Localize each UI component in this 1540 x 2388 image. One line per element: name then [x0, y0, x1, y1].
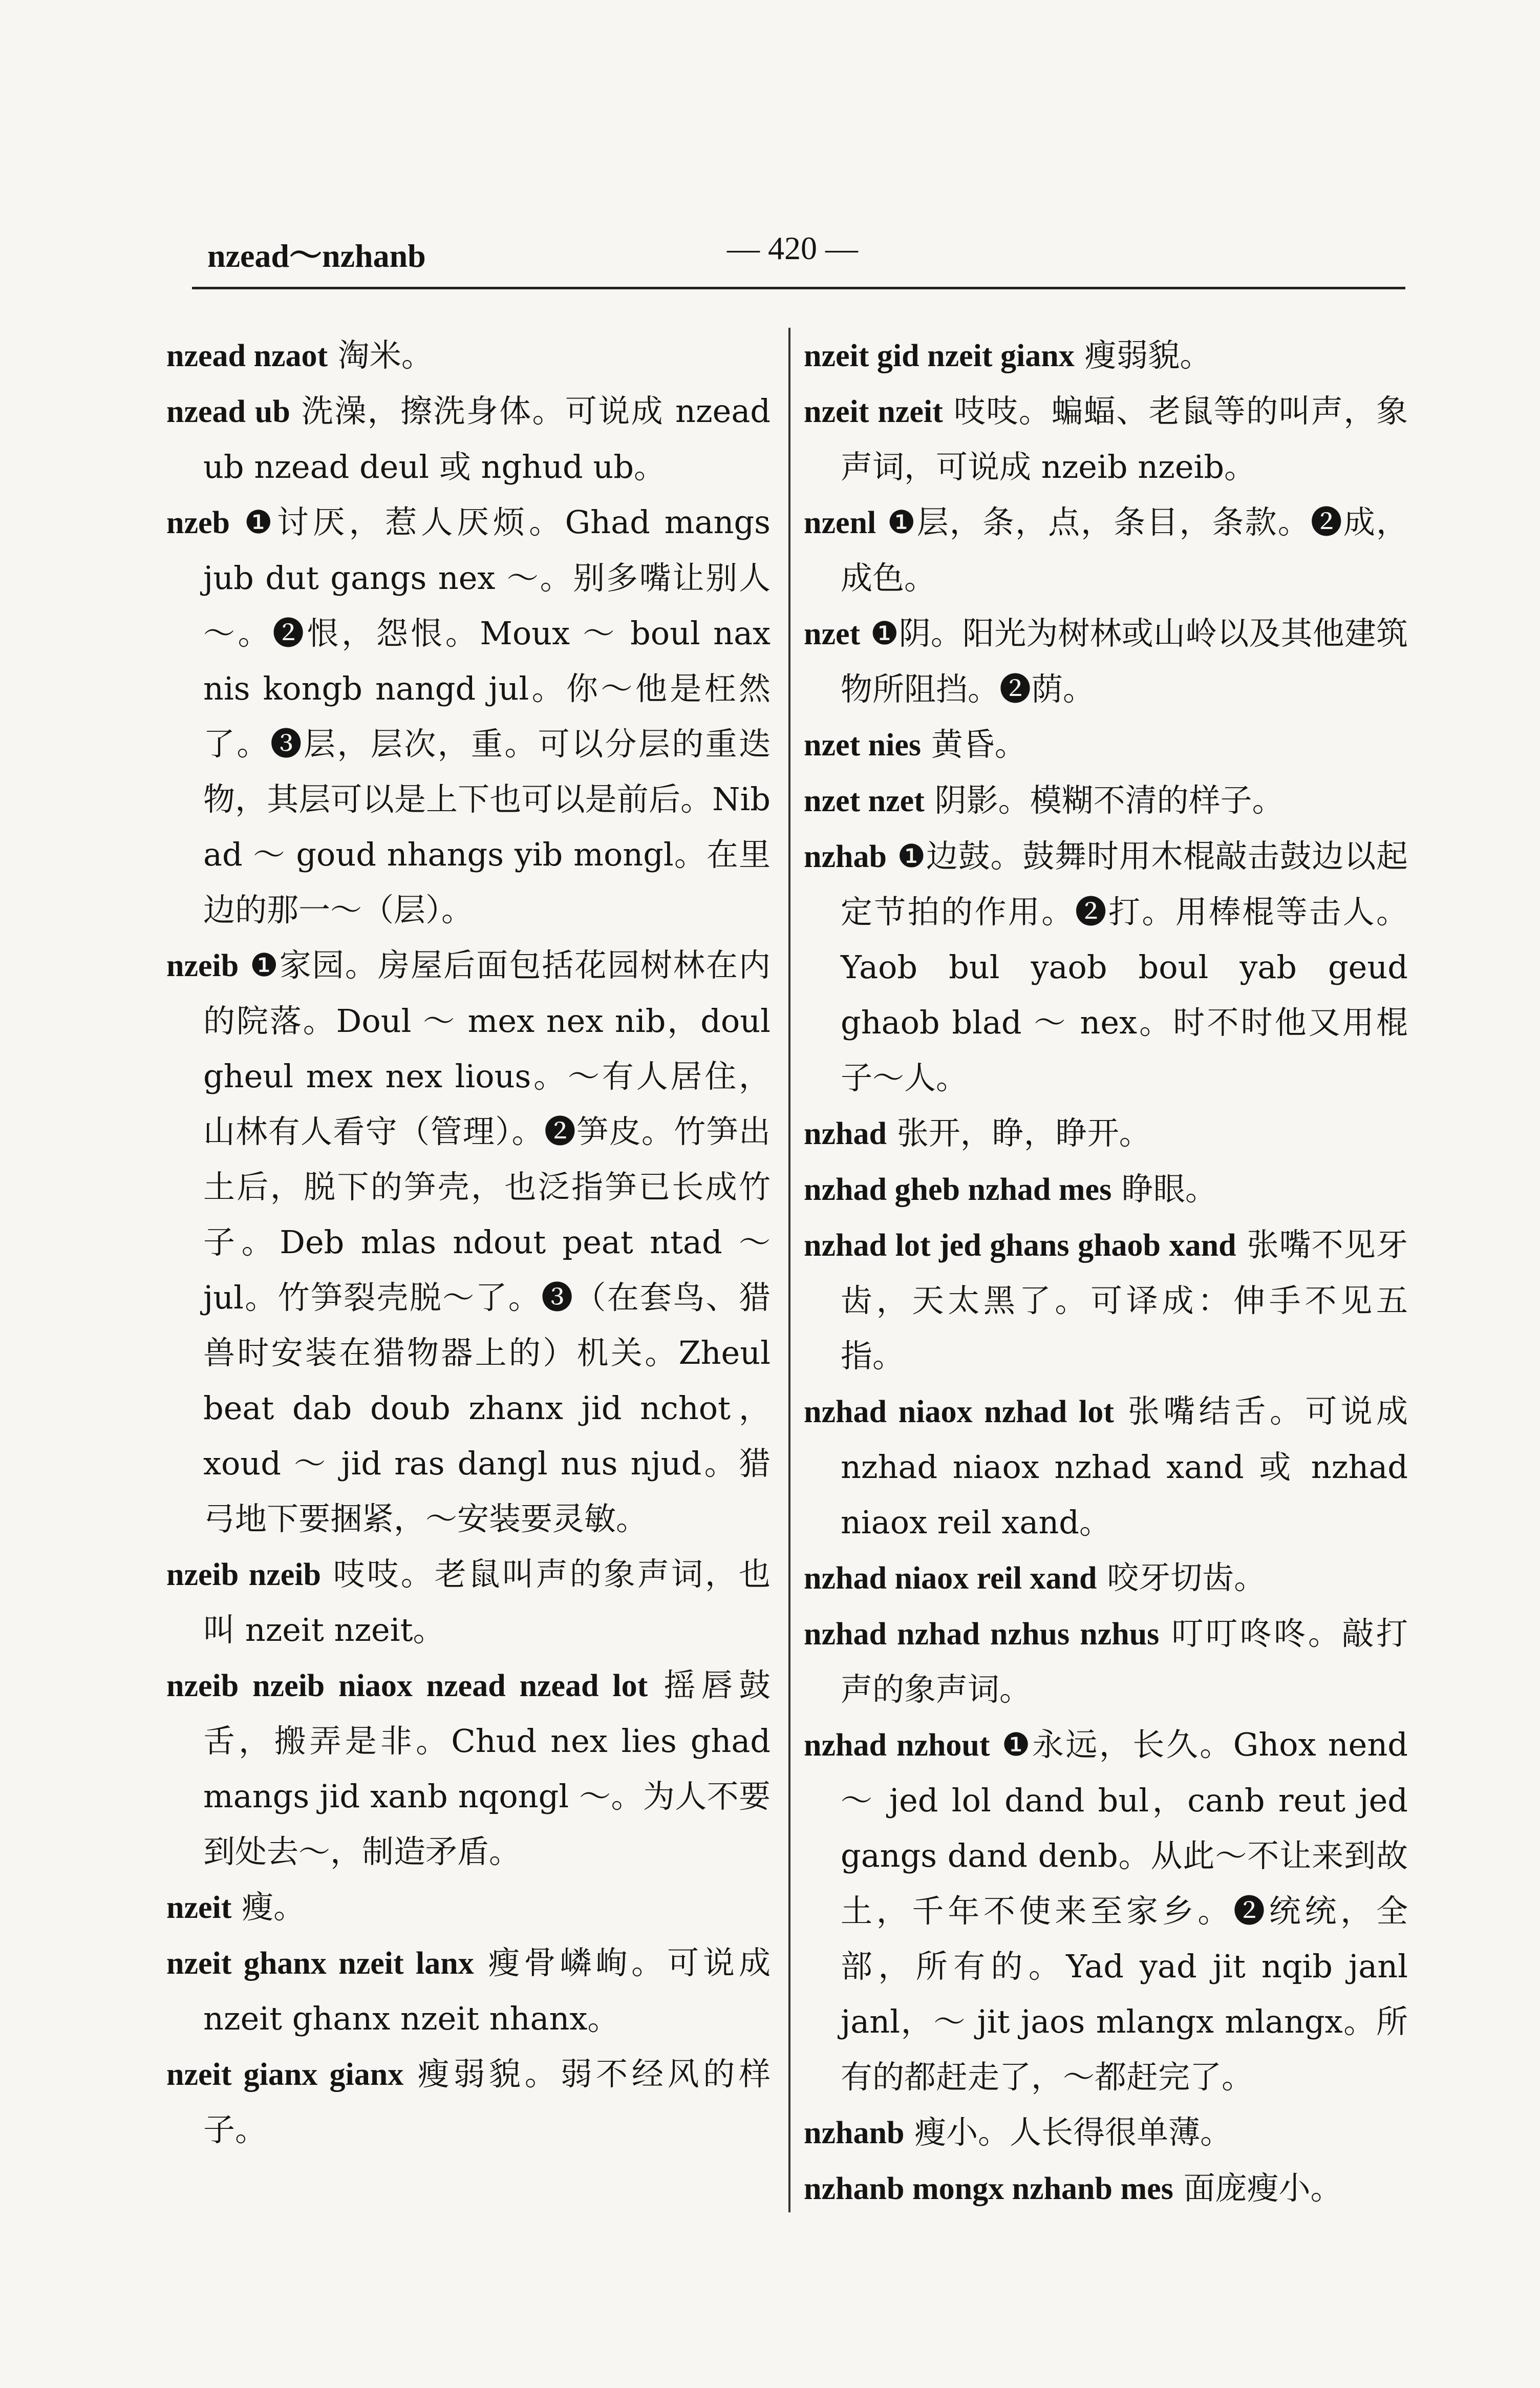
dictionary-entry [804, 773, 1408, 829]
definition: 瘦小。人长得很单薄。 [914, 2114, 1232, 2151]
headword: nzenl [804, 505, 876, 540]
headword: nzeib [166, 948, 239, 983]
dictionary-entry [804, 2105, 1408, 2161]
dictionary-entry [166, 1658, 771, 1879]
headword: nzet nzet [804, 784, 925, 818]
headword: nzhad nzhad nzhus nzhus [804, 1617, 1160, 1652]
definition: 黄昏。 [931, 726, 1026, 763]
page-number: — 420 — [727, 230, 858, 266]
definition: 洗澡，擦洗身体。可说成 nzead ub nzead deul 或 nghud ub。 [203, 392, 771, 485]
dictionary-entry [166, 938, 771, 1547]
headword: nzeit gianx gianx [166, 2057, 404, 2092]
dictionary-entry [166, 1879, 771, 1935]
definition: 张嘴结舌。可说成 nzhad niaox nzhad xand 或 nzhad niaox reil xand。 [841, 1392, 1408, 1541]
column-divider [788, 328, 790, 2212]
dictionary-entry [166, 495, 771, 938]
headword: nzhanb [804, 2116, 905, 2150]
definition: 阴影。模糊不清的样子。 [934, 781, 1284, 819]
headword: nzhanb mongx nzhanb mes [804, 2171, 1173, 2206]
headword: nzeb [166, 505, 230, 540]
headword: nzead nzaot [166, 339, 328, 373]
dictionary-entry [166, 384, 771, 495]
definition: 摇唇鼓舌，搬弄是非。Chud nex lies ghad mangs jid xanb nqongl ～。为人不要到处去～，制造矛盾。 [203, 1666, 771, 1870]
dictionary-entry [804, 1606, 1408, 1717]
headword: nzhad lot jed ghans ghaob xand [804, 1228, 1236, 1263]
dictionary-entry [166, 1547, 771, 1658]
headword: nzhab [804, 839, 887, 874]
dictionary-entry [804, 328, 1408, 384]
headword: nzhad nzhout [804, 1728, 990, 1763]
headword-range: nzead～nzhanb [207, 238, 426, 274]
dictionary-entry [804, 717, 1408, 773]
headword: nzeit [166, 1890, 232, 1925]
dictionary-entry [804, 384, 1408, 495]
left-column [166, 328, 771, 2158]
definition: 咬牙切齿。 [1107, 1559, 1266, 1596]
definition: ❶边鼓。鼓舞时用木棍敲击鼓边以起定节拍的作用。❷打。用棒棍等击人。Yaob bul yaob boul yab geud ghaob blad ～ nex。时不时他又用棍子～人。 [841, 837, 1408, 1096]
definition: ❶阴。阳光为树林或山岭以及其他建筑物所阻挡。❷荫。 [841, 615, 1408, 708]
dictionary-entry [804, 1217, 1408, 1384]
headword: nzeit gid nzeit gianx [804, 339, 1075, 373]
definition: 叮叮咚咚。敲打声的象声词。 [841, 1615, 1408, 1708]
dictionary-entry [804, 829, 1408, 1106]
dictionary-entry [804, 1384, 1408, 1550]
definition: 瘦弱貌。 [1084, 336, 1212, 374]
headword: nzeib nzeib niaox nzead nzead lot [166, 1668, 648, 1703]
definition: ❶永远，长久。Ghox nend ～ jed lol dand bul，canb reut jed gangs dand denb。从此～不让来到故土，千年不使来至家乡。❷统统，全部，所有的。Yad yad jit nqib janl janl，～ jit jaos mlangx mlangx。所有的都赶走了，～都赶完了。 [841, 1726, 1408, 2096]
page-header [207, 225, 1400, 274]
headword: nzead ub [166, 394, 290, 429]
headword: nzhad niaox nzhad lot [804, 1394, 1114, 1429]
headword: nzet [804, 617, 861, 651]
headword: nzet nies [804, 728, 922, 763]
dictionary-entry [804, 606, 1408, 717]
headword: nzhad gheb nzhad mes [804, 1172, 1112, 1207]
right-column [804, 328, 1408, 2216]
headword: nzeib nzeib [166, 1557, 321, 1592]
definition: 睁眼。 [1121, 1170, 1217, 1208]
dictionary-entry [804, 1550, 1408, 1606]
dictionary-entry [804, 2161, 1408, 2216]
definition: 瘦骨嶙峋。可说成 nzeit ghanx nzeit nhanx。 [203, 1944, 771, 2037]
dictionary-entry [804, 495, 1408, 606]
definition: ❶层，条，点，条目，条款。❷成，成色。 [841, 503, 1408, 597]
definition: 张开，睁，睁开。 [896, 1114, 1151, 1152]
definition: 面庞瘦小。 [1183, 2169, 1342, 2207]
header-rule [192, 287, 1405, 289]
headword: nzeit nzeit [804, 394, 943, 429]
definition: 瘦。 [242, 1888, 306, 1926]
dictionary-entry [166, 2046, 771, 2158]
definition: ❶家园。房屋后面包括花园树林在内的院落。Doul ～ mex nex nib，doul gheul mex nex lious。～有人居住，山林有人看守（管理）。❷笋皮。竹笋出土后，脱下的笋壳，也泛指笋已长成竹子。Deb mlas ndout peat ntad ～ jul。竹笋裂壳脱～了。❸（在套鸟、猎兽时安装在猎物器上的）机关。Zheul beat dab doub zhanx jid nchot，xoud ～ jid ras dangl nus njud。猎弓地下要捆紧，～安装要灵敏。 [203, 946, 771, 1537]
dictionary-entry [804, 1106, 1408, 1161]
headword: nzeit ghanx nzeit lanx [166, 1946, 474, 1981]
dictionary-entry [804, 1161, 1408, 1217]
definition: 吱吱。蝙蝠、老鼠等的叫声，象声词，可说成 nzeib nzeib。 [841, 392, 1408, 485]
dictionary-entry [166, 328, 771, 384]
headword: nzhad [804, 1116, 887, 1151]
definition: 淘米。 [337, 336, 433, 374]
dictionary-entry [804, 1717, 1408, 2105]
definition: ❶讨厌，惹人厌烦。Ghad mangs jub dut gangs nex ～。别多嘴让别人～。❷恨，怨恨。Moux ～ boul nax nis kongb nangd jul。你～他是枉然了。❸层，层次，重。可以分层的重迭物，其层可以是上下也可以是前后。Nib ad ～ goud nhangs yib mongl。在里边的那一～（层）。 [203, 503, 771, 928]
definition: 张嘴不见牙齿，天太黑了。可译成：伸手不见五指。 [841, 1226, 1408, 1375]
headword: nzhad niaox reil xand [804, 1561, 1097, 1596]
dictionary-entry [166, 1935, 771, 2046]
definition: 瘦弱貌。弱不经风的样子。 [203, 2055, 771, 2148]
definition: 吱吱。老鼠叫声的象声词，也叫 nzeit nzeit。 [203, 1555, 771, 1649]
